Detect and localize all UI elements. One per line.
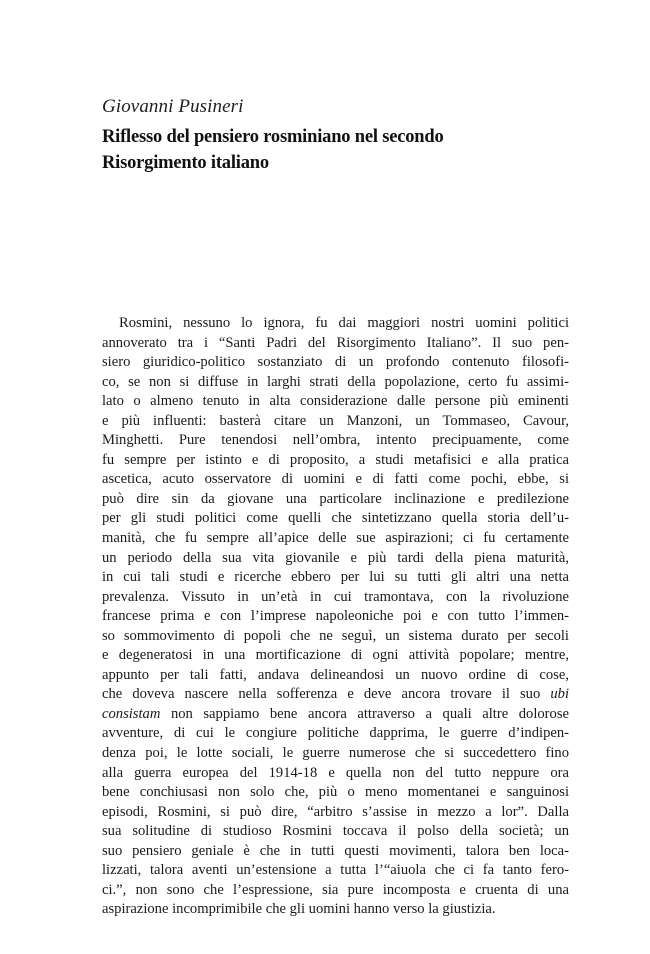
text-line: prevalenza. Vissuto in un’età in cui tramontava, con la rivoluzione: [102, 588, 569, 605]
text-line-with-italic: [102, 685, 569, 705]
italic-word: ubi: [550, 686, 569, 703]
text-line: episodi, Rosmini, si può dire, “arbitro s’assise in mezzo a lor”. Dalla: [102, 803, 569, 820]
text-line: ci.”, non sono che l’espressione, sia pure incomposta e cruenta di una: [102, 881, 569, 898]
text-line: manità, che fu sempre all’apice delle sue aspirazioni; ci fu certamente: [102, 530, 569, 547]
text-line: e più influenti: basterà citare un Manzoni, un Tommaseo, Cavour,: [102, 412, 569, 429]
text-line: annoverato tra i “Santi Padri del Risorgimento Italiano”. Il suo pen-: [102, 334, 569, 351]
text-segment: che doveva nascere nella sofferenza e deve ancora trovare il suo: [102, 686, 541, 703]
text-line: appunto per tali fatti, andava delineandosi un nuovo ordine di cose,: [102, 666, 569, 683]
text-line: fu sempre per istinto e di proposito, a studi metafisici e alla pratica: [102, 451, 569, 468]
text-line: aspirazione incomprimibile che gli uomini hanno verso la giustizia.: [102, 901, 496, 918]
text-line: lato o almeno tenuto in alta considerazione dalle persone più eminenti: [102, 393, 569, 410]
italic-word: consistam: [102, 705, 161, 722]
text-segment: non sappiamo bene ancora attraverso a quali altre dolorose: [170, 705, 569, 722]
text-line: bene conchiusasi non solo che, più o meno momentanei e sanguinosi: [102, 784, 569, 801]
text-line: so sommovimento di popoli che ne seguì, un sistema durato per secoli: [102, 627, 569, 644]
text-line: suo pensiero geniale è che in tutti questi movimenti, talora ben loca-: [102, 842, 569, 859]
text-line-with-italic: [102, 705, 569, 725]
text-line: un periodo della sua vita giovanile e più tardi della piena maturità,: [102, 549, 569, 566]
text-line: siero giuridico-politico sostanziato di un profondo contenuto filosofi-: [102, 354, 569, 371]
text-line: avventure, di cui le congiure politiche dapprima, le guerre d’indipen-: [102, 725, 569, 742]
text-line: denza poi, le lotte sociali, le guerre numerose che si succedettero fino: [102, 745, 569, 762]
text-line: lizzati, talora aventi un’estensione a tutta l’“aiuola che ci fa tanto fero-: [102, 862, 569, 879]
body-paragraph: [102, 314, 569, 920]
text-line: co, se non si diffuse in larghi strati della popolazione, certo fu assimi-: [102, 373, 569, 390]
text-line: in cui tali studi e ricerche ebbero per lui su tutti gli altri una netta: [102, 569, 569, 586]
chapter-title: Riflesso del pensiero rosminiano nel secondo Risorgimento italiano: [102, 127, 444, 173]
text-line: per gli studi politici come quelli che sintetizzano quella storia dell’u-: [102, 510, 569, 527]
text-line: sua solitudine di studioso Rosmini toccava il polso della società; un: [102, 823, 569, 840]
text-line: francese prima e con l’imprese napoleoniche poi e con tutto l’immen-: [102, 608, 569, 625]
text-line: alla guerra europea del 1914-18 e quella non del tutto neppure ora: [102, 764, 569, 781]
text-line: e degeneratosi in una mortificazione di ogni attività popolare; mentre,: [102, 647, 569, 664]
text-line: può dire sin da giovane una particolare inclinazione e predilezione: [102, 490, 569, 507]
text-line: Minghetti. Pure tenendosi nell’ombra, intento precipuamente, come: [102, 432, 569, 449]
text-line: ascetica, acuto osservatore di uomini e di fatti come pochi, ebbe, si: [102, 471, 569, 488]
author-name: Giovanni Pusineri: [102, 96, 244, 117]
text-line: Rosmini, nessuno lo ignora, fu dai maggiori nostri uomini politici: [119, 315, 569, 331]
